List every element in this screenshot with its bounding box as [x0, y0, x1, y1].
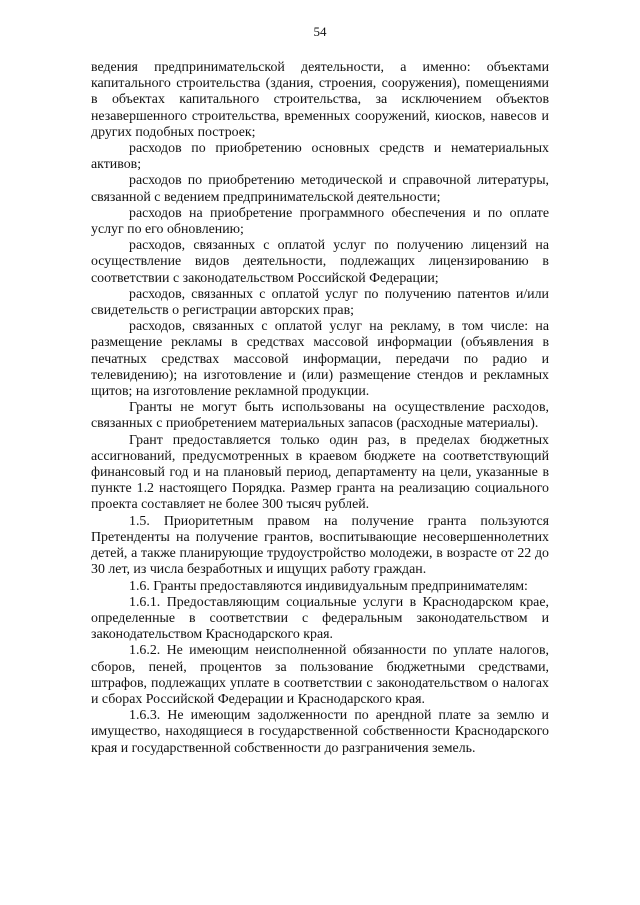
paragraph-literature: расходов по приобретению методической и справочной литературы, связанной с ведением предпринимательской деятельности; [91, 173, 549, 205]
paragraph-fixed-assets: расходов по приобретению основных средств и нематериальных активов; [91, 141, 549, 173]
paragraph-grant-restrictions: Гранты не могут быть использованы на осуществление расходов, связанных с приобретением материальных запасов (расходные материалы). [91, 400, 549, 432]
paragraph-grant-amount: Грант предоставляется только один раз, в пределах бюджетных ассигнований, предусмотренных в краевом бюджете на соответствующий финансовый год и на плановый период, департаменту на цели, указанные в пункте 1.2 настоящего Порядка. Размер гранта на реализацию социального проекта составляет не более 300 тысяч рублей. [91, 432, 549, 513]
paragraph-advertising: расходов, связанных с оплатой услуг на рекламу, в том числе: на размещение рекламы в средствах массовой информации (объявления в печатных средствах массовой информации, передачи по радио и телевидению); на изготовление и (или) размещение стендов и рекламных щитов; на изготовление рекламной продукции. [91, 319, 549, 400]
page-number: 54 [313, 24, 327, 39]
paragraph-patents: расходов, связанных с оплатой услуг по получению патентов и/или свидетельств о регистрации авторских прав; [91, 286, 549, 319]
paragraph-1-6-2: 1.6.2. Не имеющим неисполненной обязанности по уплате налогов, сборов, пеней, процентов за пользование бюджетными средствами, штрафов, подлежащих уплате в соответствии с законодательством о налогах и сборах Российской Федерации и Краснодарского края. [91, 643, 549, 707]
paragraph-1-5: 1.5. Приоритетным правом на получение гранта пользуются Претенденты на получение грантов, воспитывающие несовершеннолетних детей, а также планирующие трудоустройство молодежи, в возрасте от 22 до 30 лет, из числа безработных и ищущих работу граждан. [91, 513, 549, 578]
paragraph-continuation: ведения предпринимательской деятельности, а именно: объектами капитального строительства (здания, строения, сооружения), помещениями в объектах капитального строительства, за исключением объектов незавершенного строительства, временных сооружений, киосков, навесов и других подобных построек; [91, 60, 549, 140]
paragraph-1-6-1: 1.6.1. Предоставляющим социальные услуги в Краснодарском крае, определенные в соответствии с федеральным законодательством и законодательством Краснодарского края. [91, 594, 549, 643]
paragraph-1-6: 1.6. Гранты предоставляются индивидуальным предпринимателям: [129, 578, 528, 594]
paragraph-licenses: расходов, связанных с оплатой услуг по получению лицензий на осуществление видов деятельности, подлежащих лицензированию в соответствии с законодательством Российской Федерации; [91, 238, 549, 286]
paragraph-software: расходов на приобретение программного обеспечения и по оплате услуг по его обновлению; [91, 205, 549, 238]
document-body [91, 60, 549, 757]
paragraph-1-6-3: 1.6.3. Не имеющим задолженности по арендной плате за землю и имущество, находящиеся в государственной собственности Краснодарского края и государственной собственности до разграничения земель. [91, 708, 549, 756]
